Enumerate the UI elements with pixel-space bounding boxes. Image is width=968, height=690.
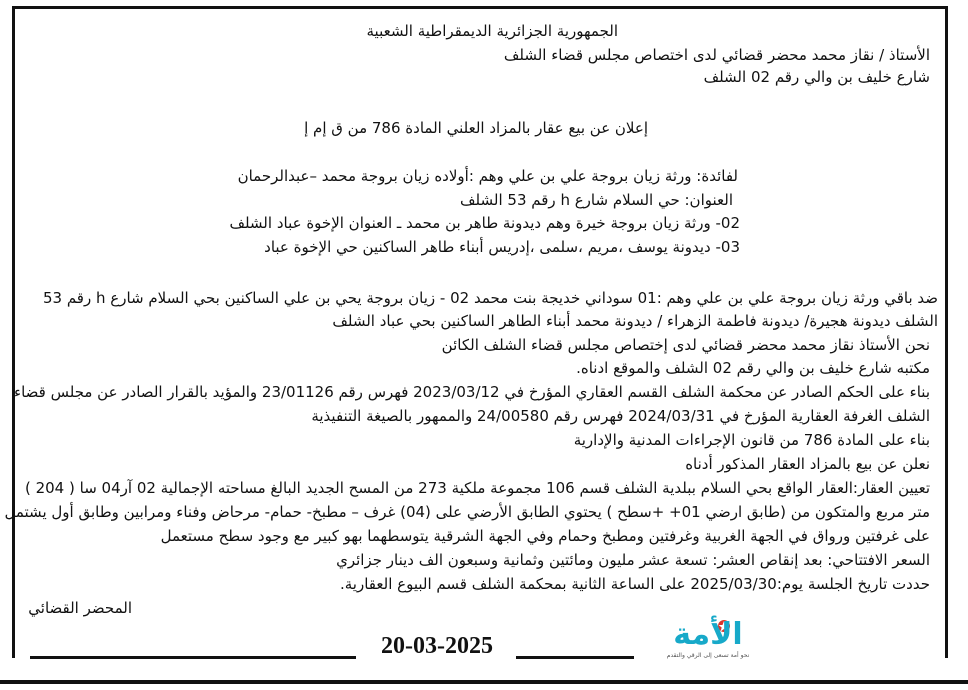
body-we-bailiff: نحن الأستاذ نقاز محمد محضر قضائي لدى إختصاص مجلس قضاء الشلف الكائن [441,336,930,354]
frame-top-border [12,6,948,9]
property-description: تعيين العقار:العقار الواقع بحي السلام ببلدية الشلف قسم 106 مجموعة ملكية 273 من المسح الجديد البالغ مساحته الإجمالية 02 آر04 سا ( 204 ) [24,479,930,497]
body-judgment: الشلف الغرفة العقارية المؤرخ في 2024/03/31 فهرس رقم 24/00580 والممهور بالصيغة التنفيذية [311,407,930,425]
body-article: بناء على المادة 786 من قانون الإجراءات المدنية والإدارية [573,431,930,449]
property-description: متر مربع والمتكون من (طابق ارضي 01+ +سطح ) يحتوي الطابق الأرضي على (04) غرف – مطبخ- حمام- مرحاض وفناء ومرابين وطابق أول يشتمل [4,503,930,521]
bailiff-address: شارع خليف بن والي رقم 02 الشلف [703,68,930,86]
beneficiary-line: 02- ورثة زيان بروجة خيرة وهم ديدونة طاهر بن محمد ـ العنوان الإخوة عباد الشلف [229,214,740,232]
frame-right-border [945,6,948,658]
against-line: ضد باقي ورثة زيان بروجة علي بن علي وهم :01 سوداني خديجة بنت محمد 02 - زيان بروجة يحي بن علي الساكنين بحي السلام شارع h رقم 53 [42,289,938,307]
body-office: مكتبه شارع خليف بن والي رقم 02 الشلف والموقع ادناه. [576,359,930,377]
session-date: حددت تاريخ الجلسة يوم:2025/03/30 على الساعة الثانية بمحكمة الشلف قسم البيوع العقارية. [340,575,930,593]
beneficiary-line: 03- ديدونة يوسف ،مريم ،سلمى ،إدريس أبناء طاهر الساكنين حي الإخوة عباد [264,238,740,256]
beneficiary-line: لفائدة: ورثة زيان بروجة علي بن علي وهم :أولاده زيان بروجة محمد –عبدالرحمان [237,167,738,185]
newspaper-logo [646,618,770,662]
logo-tagline: نحو أمة تسعى إلى الرقي والتقدم [666,652,750,659]
bailiff-name: الأستاذ / نقاز محمد محضر قضائي لدى اختصاص مجلس قضاء الشلف [503,46,930,64]
footer-separator [516,656,634,659]
logo-wordmark: الأمة [673,617,743,652]
against-line: الشلف ديدونة هجيرة/ ديدونة فاطمة الزهراء / ديدونة محمد أبناء الطاهر الساكنين بحي عباد الشلف [332,312,938,330]
property-description: على غرفتين ورواق في الجهة الغربية وغرفتين ومطبخ وحمام وفي الجهة الشرقية يتوسطهما بهو كبير مع وجود سطح مستعمل [160,527,930,545]
body-announce: نعلن عن بيع بالمزاد العقار المذكور أدناه [685,455,930,473]
republic-title: الجمهورية الجزائرية الديمقراطية الشعبية [366,22,618,40]
frame-left-border [12,6,15,658]
opening-price: السعر الافتتاحي: بعد إنقاص العشر: تسعة عشر مليون ومائتين وثمانية وسبعون الف دينار جزائري [336,551,930,569]
notice-title: إعلان عن بيع عقار بالمزاد العلني المادة 786 من ق إم إ [304,119,648,137]
bailiff-signature: المحضر القضائي [28,599,132,617]
body-judgment: بناء على الحكم الصادر عن محكمة الشلف القسم العقاري المؤرخ في 2023/03/12 فهرس رقم 23/01126 والمؤيد بالقرار الصادر عن مجلس قضاء [14,383,930,401]
publication-date: 20-03-2025 [381,633,493,659]
frame-bottom-border [0,680,968,684]
footer-separator [30,656,356,659]
beneficiary-line: العنوان: حي السلام شارع h رقم 53 الشلف [460,191,733,209]
